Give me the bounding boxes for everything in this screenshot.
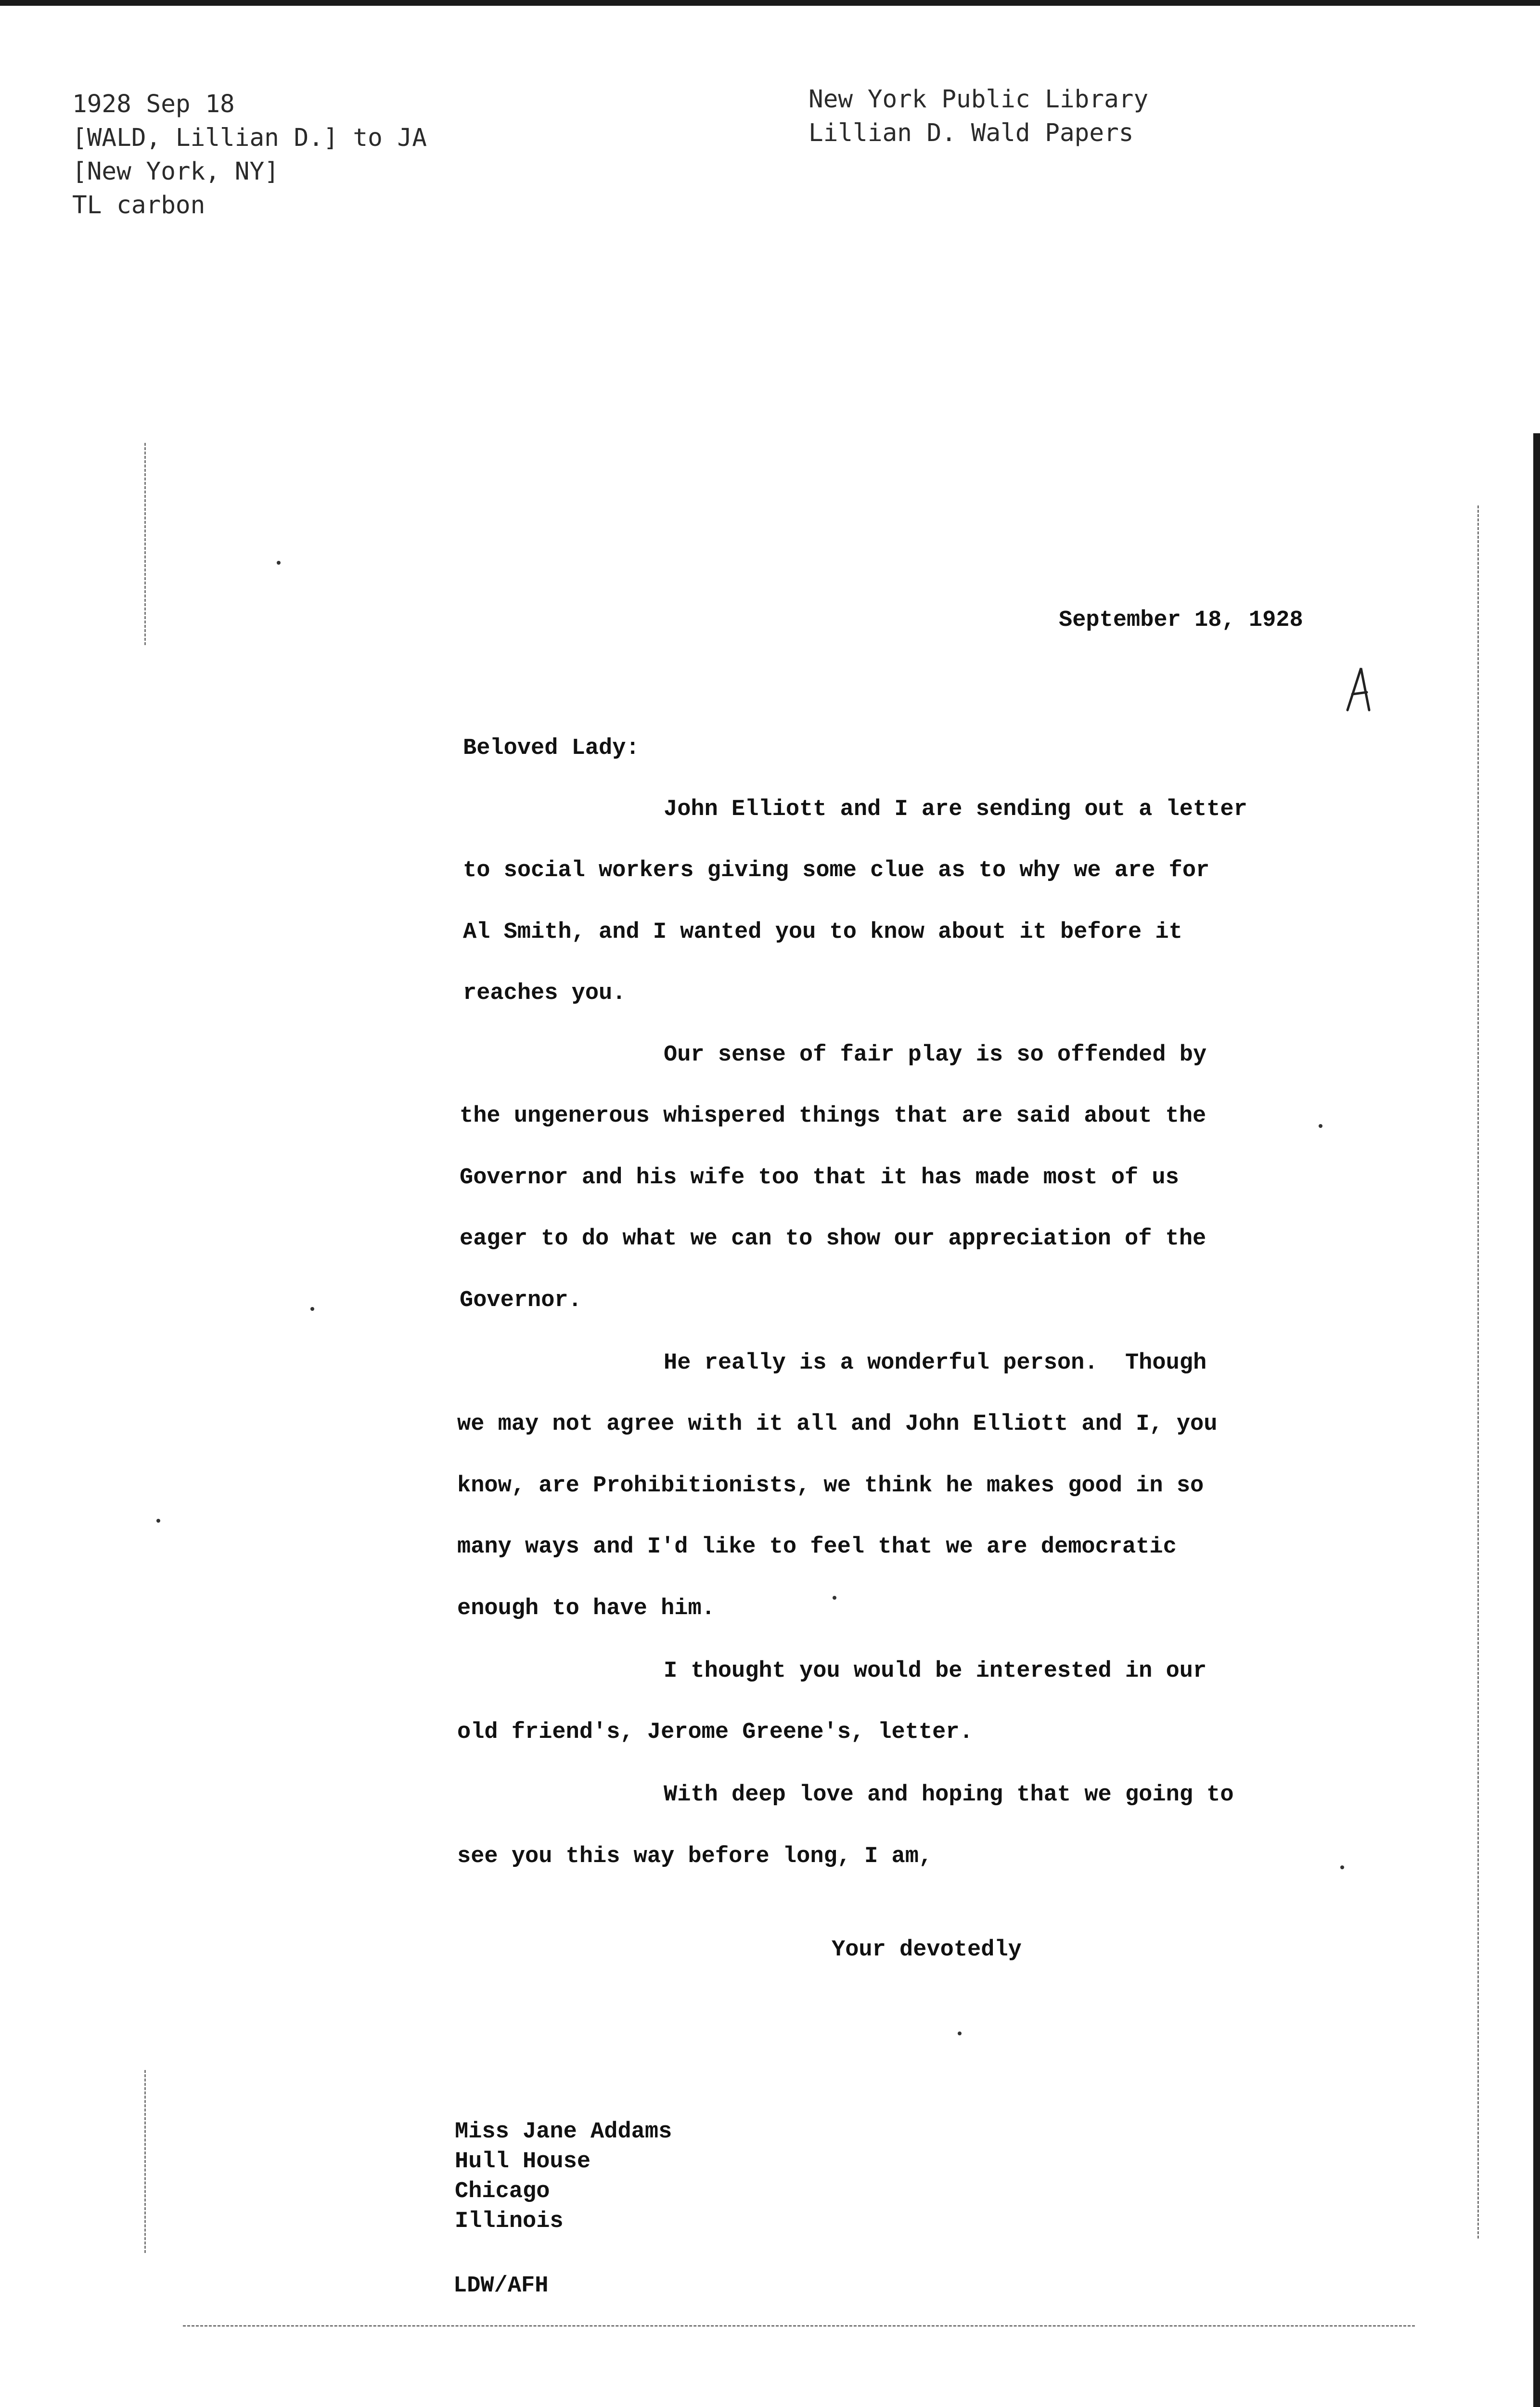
citation-correspondents: [WALD, Lillian D.] to JA	[72, 124, 427, 152]
carbon-left-edge	[144, 443, 146, 645]
scan-speck	[1340, 1865, 1344, 1869]
paragraph-line: I thought you would be interested in our	[664, 1658, 1207, 1684]
archive-citation	[72, 88, 427, 222]
paragraph-line: reaches you.	[463, 981, 626, 1006]
paragraph-line: John Elliott and I are sending out a letter	[664, 797, 1247, 822]
paragraph-line: to social workers giving some clue as to why we are for	[463, 858, 1210, 883]
paragraph-line: eager to do what we can to show our appreciation of the	[460, 1226, 1206, 1252]
scan-speck	[1319, 1124, 1322, 1128]
paragraph-line: Our sense of fair play is so offended by	[664, 1042, 1207, 1068]
citation-format: TL carbon	[72, 191, 205, 220]
paragraph-line: Governor and his wife too that it has made most of us	[460, 1165, 1179, 1191]
scan-edge-top	[0, 0, 1540, 6]
recipient-city: Chicago	[455, 2179, 550, 2204]
paragraph-line: Governor.	[460, 1288, 582, 1313]
paragraph-line: enough to have him.	[457, 1596, 715, 1621]
citation-date: 1928 Sep 18	[72, 90, 235, 118]
recipient-name: Miss Jane Addams	[455, 2119, 672, 2145]
scan-edge-right	[1533, 433, 1540, 2407]
carbon-left-edge-lower	[144, 2070, 146, 2253]
archive-source	[808, 83, 1148, 150]
recipient-institution: Hull House	[455, 2149, 591, 2174]
paragraph-line: the ungenerous whispered things that are said about the	[460, 1103, 1206, 1129]
scan-speck	[277, 561, 281, 565]
paragraph-line: With deep love and hoping that we going to	[664, 1782, 1234, 1808]
source-library: New York Public Library	[808, 85, 1149, 114]
paragraph-line: many ways and I'd like to feel that we are democratic	[457, 1534, 1177, 1560]
paragraph-line: old friend's, Jerome Greene's, letter.	[457, 1720, 973, 1745]
closing: Your devotedly	[832, 1937, 1022, 1963]
salutation: Beloved Lady:	[463, 736, 640, 761]
handwritten-a-mark	[1343, 664, 1376, 712]
typist-initials: LDW/AFH	[453, 2273, 549, 2299]
citation-place: [New York, NY]	[72, 157, 279, 186]
scan-speck	[958, 2032, 962, 2035]
scan-speck	[833, 1596, 836, 1600]
carbon-bottom-edge	[183, 2325, 1415, 2327]
source-collection: Lillian D. Wald Papers	[808, 119, 1134, 147]
scan-speck	[310, 1307, 314, 1311]
paragraph-line: He really is a wonderful person. Though	[664, 1350, 1207, 1376]
paragraph-line: we may not agree with it all and John Elliott and I, you	[457, 1411, 1218, 1437]
paragraph-line: see you this way before long, I am,	[457, 1844, 933, 1869]
carbon-right-edge	[1477, 505, 1479, 2239]
letter-date: September 18, 1928	[1059, 608, 1303, 633]
scan-speck	[156, 1519, 160, 1523]
paragraph-line: Al Smith, and I wanted you to know about it before it	[463, 919, 1182, 945]
paragraph-line: know, are Prohibitionists, we think he makes good in so	[457, 1473, 1204, 1499]
recipient-address	[455, 2117, 672, 2237]
recipient-state: Illinois	[455, 2209, 564, 2234]
